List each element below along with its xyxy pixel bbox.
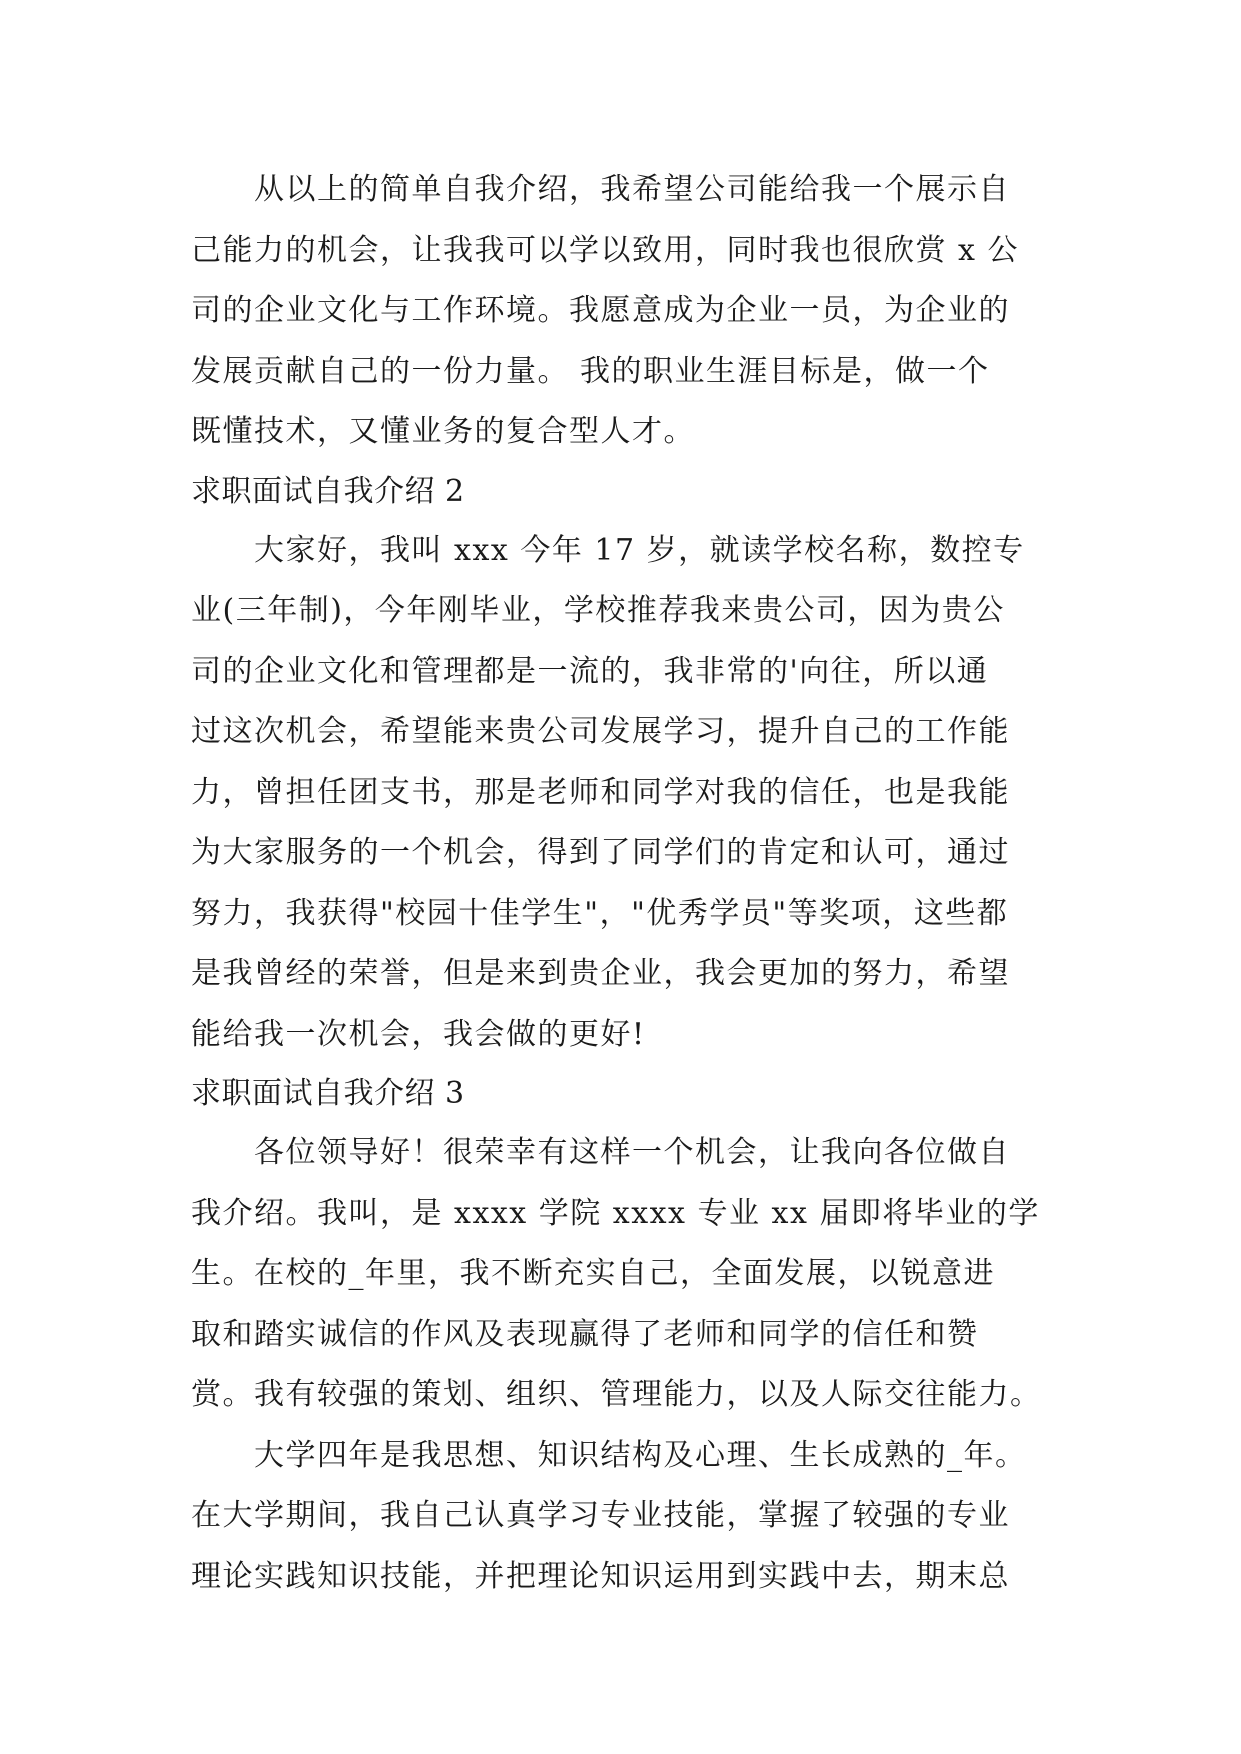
- paragraph-line: 我介绍。我叫，是 xxxx 学院 xxxx 专业 xx 届即将毕业的学: [191, 1195, 1040, 1231]
- paragraph-line: 是我曾经的荣誉，但是来到贵企业，我会更加的努力，希望: [191, 956, 1010, 991]
- paragraph-line: 能给我一次机会，我会做的更好!: [191, 1016, 646, 1052]
- paragraph-line: 业(三年制)，今年刚毕业，学校推荐我来贵公司，因为贵公: [191, 593, 1005, 628]
- paragraph-line: 在大学期间，我自己认真学习专业技能，掌握了较强的专业: [191, 1498, 1010, 1533]
- paragraph-line: 努力，我获得"校园十佳学生"，"优秀学员"等奖项，这些都: [191, 895, 1009, 931]
- paragraph-line: 理论实践知识技能，并把理论知识运用到实践中去，期末总: [191, 1558, 1010, 1594]
- section-heading: 求职面试自我介绍 2: [191, 473, 465, 509]
- paragraph-line: 过这次机会，希望能来贵公司发展学习，提升自己的工作能: [191, 714, 1010, 749]
- paragraph-line: 各位领导好！很荣幸有这样一个机会，让我向各位做自: [191, 1135, 1010, 1170]
- paragraph-line: 己能力的机会，让我我可以学以致用，同时我也很欣赏 x 公: [191, 232, 1019, 268]
- paragraph-line: 生。在校的_年里，我不断充实自己，全面发展，以锐意进: [191, 1256, 995, 1291]
- paragraph-line: 司的企业文化与工作环境。我愿意成为企业一员，为企业的: [191, 293, 1010, 328]
- paragraph-line: 大家好，我叫 xxx 今年 17 岁，就读学校名称，数控专: [191, 532, 1025, 568]
- paragraph-line: 大学四年是我思想、知识结构及心理、生长成熟的_年。: [191, 1437, 1027, 1473]
- section-heading: 求职面试自我介绍 3: [191, 1076, 465, 1111]
- paragraph-line: 为大家服务的一个机会，得到了同学们的肯定和认可，通过: [191, 835, 1010, 870]
- paragraph-line: 力，曾担任团支书，那是老师和同学对我的信任，也是我能: [191, 774, 1010, 810]
- paragraph-line: 既懂技术，又懂业务的复合型人才。: [191, 414, 695, 449]
- paragraph-line: 司的企业文化和管理都是一流的，我非常的'向往，所以通: [191, 653, 989, 689]
- paragraph-line: 发展贡献自己的一份力量。 我的职业生涯目标是，做一个: [191, 353, 990, 389]
- document-body: [191, 160, 1061, 1607]
- paragraph-line: 赏。我有较强的策划、组织、管理能力，以及人际交往能力。: [191, 1377, 1042, 1412]
- paragraph-line: 取和踏实诚信的作风及表现赢得了老师和同学的信任和赞: [191, 1316, 979, 1352]
- paragraph-line: 从以上的简单自我介绍，我希望公司能给我一个展示自: [191, 172, 1010, 207]
